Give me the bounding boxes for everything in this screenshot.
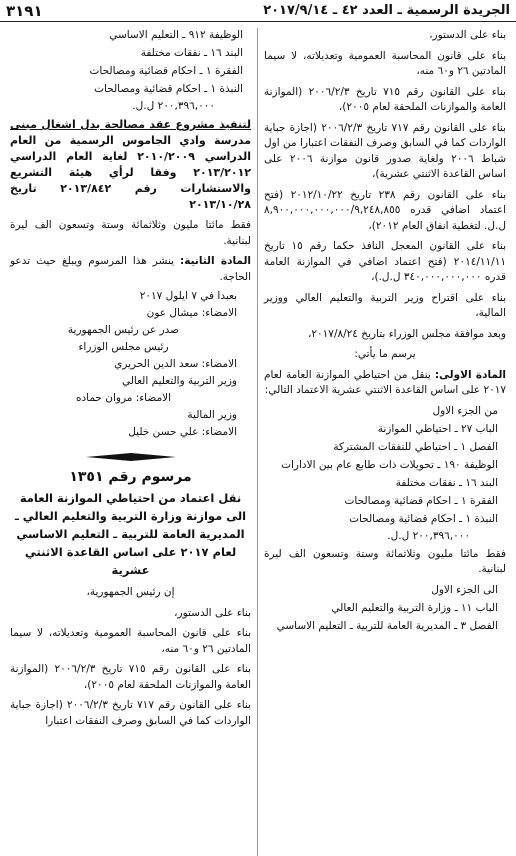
article-2 [10, 254, 251, 285]
budget-line: الفصل ٣ ـ المديرية العامة للتربية ـ التعليم الاساسي [276, 619, 498, 632]
signature-pm: الامضاء: سعد الدين الحريري [114, 358, 237, 370]
intro-line: إن رئيس الجمهورية، [86, 586, 175, 598]
legal-basis-paragraph: وبعد موافقة مجلس الوزراء بتاريخ ٢٠١٧/٨/٢٤، [308, 327, 506, 340]
signature-fin: الامضاء: علي حسن خليل [128, 426, 237, 438]
edu-minister-title: وزير التربية والتعليم العالي [121, 375, 237, 387]
gazette-title: الجريدة الرسمية ـ العدد ٤٢ ـ ٢٠١٧/٩/١٤ [263, 3, 510, 18]
budget-line: النبذة ١ ـ احكام قضائية ومصالحات [94, 83, 243, 95]
issued-by: صدر عن رئيس الجمهورية [67, 324, 180, 336]
budget-line: البند ١٦ ـ نفقات مختلفة [395, 476, 498, 489]
page-number: ٣١٩١ [6, 1, 43, 20]
legal-basis-paragraph: بناء على قانون المحاسبة العمومية وتعديلاته، لا سيما المادتين ٢٦ و٦٠ منه، [264, 49, 506, 77]
fin-minister-title: وزير المالية [187, 409, 237, 421]
article-1-text: ينقل من احتياطي الموازنة العامة لعام ٢٠١٧ على اساس القاعدة الاثنتي عشرية الاعتماد التالي: [264, 368, 506, 396]
budget-line: من الجزء الاول [432, 404, 498, 417]
legal-basis-paragraph: بناء على القانون رقم ٧١٧ تاريخ ٢٠٠٦/٢/٣ (اجازة جباية الواردات كما في السابق وصرف النفقات اعتبارا [10, 699, 251, 727]
amount-in-words: فقط مائتا مليون وثلاثمائة وستة وتسعون الف ليرة لبنانية. [10, 219, 251, 247]
signature-president: الامضاء: ميشال عون [146, 307, 237, 319]
article-1 [264, 368, 506, 399]
budget-line: النبذة ١ ـ احكام قضائية ومصالحات [349, 512, 498, 525]
decree-subject: نقل اعتماد من احتياطي الموازنة العامة الى موازنة وزارة التربية والتعليم العالي ـ المديرية العامة للتربية ـ التعليم الاساسي لعام ٢٠١٧ على اساس القاعدة الاثنتي عشرية [14, 491, 247, 577]
budget-line: الفصل ١ ـ احتياطي للنفقات المشتركة [333, 440, 498, 453]
budget-line: الوظيفة ٩١٢ ـ التعليم الاساسي [109, 29, 243, 41]
legal-basis-paragraph: بناء على القانون رقم ٧١٧ تاريخ ٢٠٠٦/٢/٣ (اجازة جباية الواردات كما في السابق وصرف النفقات اعتبارا من اول شباط ٢٠٠٦ ولغاية صدور قانون موازنة ٢٠٠٦ على اساس القاعدة الاثنتي عشرية)، [264, 121, 506, 180]
article-2-label: المادة الثانية: [180, 255, 251, 267]
budget-line: الوظيفة ١٩٠ ـ تحويلات ذات طابع عام بين الادارات [281, 458, 498, 471]
two-column-body [4, 28, 512, 856]
legal-basis-paragraph: بناء على القانون المعجل النافذ حكما رقم ١٥ تاريخ ٢٠١٤/١١/١١ (فتح اعتماد اضافي في الموازنة العامة قدره ٣٤٠,٠٠٠,٠٠٠,٠٠٠ ل.ل.)، [264, 240, 507, 283]
budget-line: الى الجزء الاول [431, 583, 498, 596]
legal-basis-paragraph: بناء على القانون رقم ٢٣٨ تاريخ ٢٠١٢/١٠/٢٢ (فتح اعتماد اضافي قدره ٨,٩٠٠,٠٠٠,٠٠٠,٠٠٠/٩,٢٤٨,٨٥٥ ل.ل. لتغطية انفاق العام ٢٠١٢)، [264, 188, 506, 232]
legal-basis-paragraph: بناء على الدستور، [174, 606, 251, 619]
legal-basis-paragraph: بناء على اقتراح وزير التربية والتعليم العالي ووزير المالية، [264, 291, 506, 319]
purpose-underlined: لتنفيذ مشروع عقد مصالحة بدل اشغال مبنى [10, 118, 251, 131]
right-column [258, 28, 512, 856]
signature-edu: الامضاء: مروان حماده [75, 392, 172, 404]
budget-line: الباب ١١ ـ وزارة التربية والتعليم العالي [331, 601, 498, 614]
decrees-line: يرسم ما يأتي: [354, 348, 416, 360]
page-header [0, 0, 516, 22]
article-1-label: المادة الاولى: [434, 368, 506, 381]
amount: ٢٠٠,٣٩٦,٠٠٠ ل.ل. [132, 100, 215, 112]
legal-basis-paragraph: بناء على الدستور، [429, 29, 506, 41]
divider-ornament-icon [86, 453, 176, 461]
purpose-note [10, 117, 251, 213]
budget-line: البند ١٦ ـ نفقات مختلفة [140, 47, 243, 59]
section-divider-ornament [10, 446, 251, 465]
amount: ٢٠٠,٣٩٦,٠٠٠ ل.ل. [387, 529, 470, 542]
budget-line: الفقرة ١ ـ احكام قضائية ومصالحات [344, 494, 498, 507]
amount-in-words: فقط مائتا مليون وثلاثمائة وستة وتسعون الف ليرة لبنانية. [264, 547, 506, 575]
date-line: بعبدا في ٧ ايلول ٢٠١٧ [139, 290, 237, 302]
purpose-rest: مدرسة وادي الجاموس الرسمية من العام الدراسي ٢٠١٠/٢٠٠٩ لغاية العام الدراسي ٢٠١٣/٢٠١٢ وفقا لرأي هيئة التشريع والاستشارات رقم ٢٠١٣/٨٤٢ تاريخ ٢٠١٣/١٠/٢٨ [10, 134, 251, 211]
article-2-text: ينشر هذا المرسوم ويبلغ حيث تدعو الحاجة. [10, 255, 251, 283]
legal-basis-paragraph: بناء على القانون رقم ٧١٥ تاريخ ٢٠٠٦/٢/٣ (الموازنة العامة والموازنات الملحقة لعام ٢٠٠٥)، [10, 663, 251, 691]
left-column [4, 28, 258, 856]
decree-title: مرسوم رقم ١٣٥١ [69, 469, 192, 485]
budget-line: الباب ٢٧ ـ احتياطي الموازنة [377, 422, 498, 435]
pm-title: رئيس مجلس الوزراء [78, 341, 169, 353]
legal-basis-paragraph: بناء على قانون المحاسبة العمومية وتعديلاته، لا سيما المادتين ٢٦ و٦٠ منه، [10, 627, 251, 655]
legal-basis-paragraph: بناء على القانون رقم ٧١٥ تاريخ ٢٠٠٦/٢/٣ (الموازنة العامة والموازنات الملحقة لعام ٢٠٠٥)، [264, 85, 506, 113]
budget-line: الفقرة ١ ـ احكام قضائية ومصالحات [89, 65, 243, 77]
